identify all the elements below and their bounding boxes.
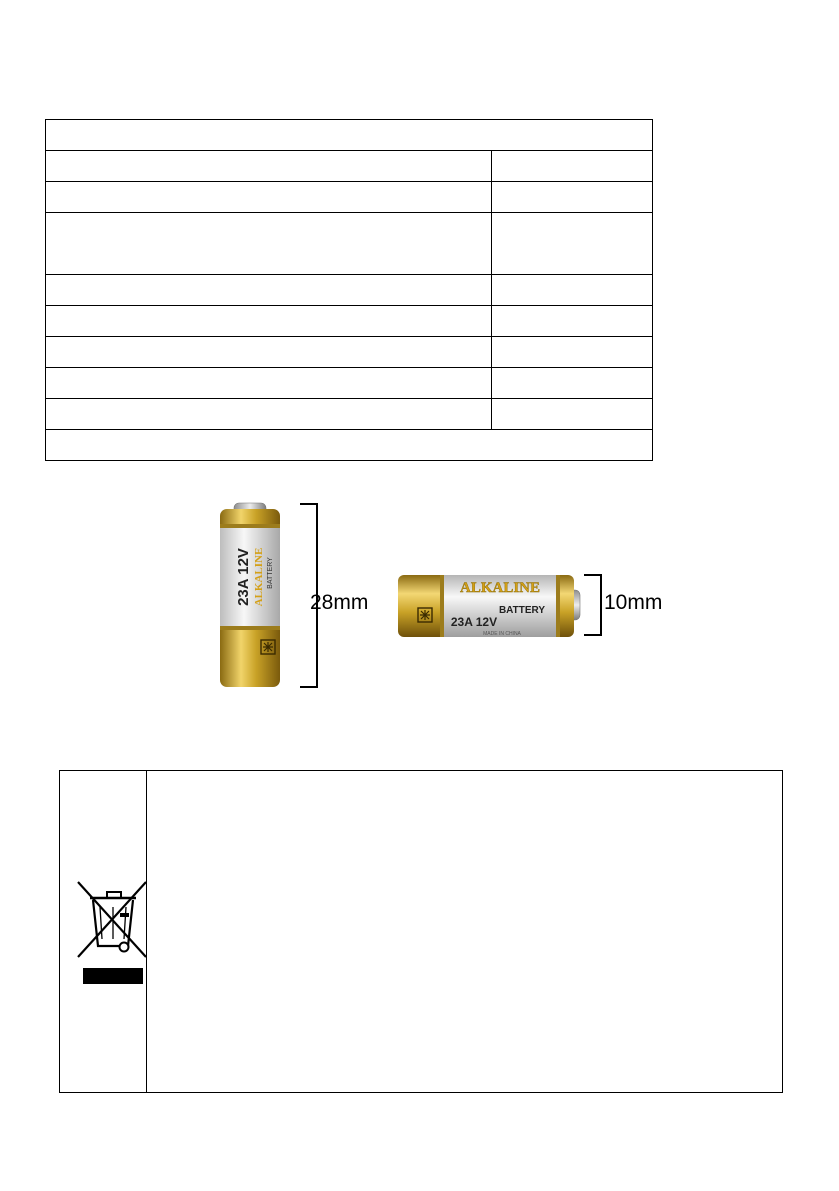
table-row bbox=[46, 368, 653, 399]
vertical-brand-text: ALKALINE bbox=[253, 547, 265, 607]
table-row bbox=[46, 337, 653, 368]
height-dimension-label: 28mm bbox=[310, 591, 369, 614]
table-cell bbox=[492, 275, 653, 306]
table-row bbox=[46, 182, 653, 213]
table-footer-cell bbox=[46, 430, 653, 461]
table-row bbox=[46, 213, 653, 275]
horizontal-brand-text: ALKALINE bbox=[459, 580, 541, 596]
battery-vertical-image bbox=[218, 500, 284, 690]
table-cell bbox=[492, 182, 653, 213]
table-cell bbox=[46, 368, 492, 399]
diameter-dimension-line bbox=[600, 574, 602, 635]
table-cell bbox=[46, 306, 492, 337]
vertical-type-text: BATTERY bbox=[267, 557, 274, 589]
height-dimension-tick-top bbox=[300, 503, 318, 505]
horizontal-origin-text: MADE IN CHINA bbox=[483, 631, 521, 637]
table-cell bbox=[492, 368, 653, 399]
table-cell bbox=[492, 337, 653, 368]
disposal-icon-column bbox=[60, 771, 147, 1092]
diameter-dimension-tick-bottom bbox=[584, 634, 602, 636]
table-cell bbox=[492, 213, 653, 275]
table-cell bbox=[46, 213, 492, 275]
crossed-out-wheelie-bin-icon bbox=[76, 879, 150, 989]
table-cell bbox=[492, 306, 653, 337]
table-row bbox=[46, 399, 653, 430]
table-row bbox=[46, 275, 653, 306]
table-header-row bbox=[46, 120, 653, 151]
table-cell bbox=[492, 151, 653, 182]
table-cell bbox=[46, 399, 492, 430]
table-cell bbox=[46, 182, 492, 213]
vertical-model-text: 23A 12V bbox=[235, 548, 252, 606]
disposal-info-box bbox=[59, 770, 783, 1093]
table-footer-row bbox=[46, 430, 653, 461]
diameter-dimension-tick-top bbox=[584, 574, 602, 576]
table-cell bbox=[46, 151, 492, 182]
diameter-dimension-label: 10mm bbox=[604, 591, 663, 614]
table-cell bbox=[46, 337, 492, 368]
height-dimension-tick-bottom bbox=[300, 686, 318, 688]
specification-table bbox=[45, 119, 653, 461]
table-row bbox=[46, 306, 653, 337]
horizontal-model-text: 23A 12V bbox=[450, 615, 498, 629]
battery-horizontal-image bbox=[396, 572, 584, 640]
table-row bbox=[46, 151, 653, 182]
horizontal-type-text: BATTERY bbox=[498, 605, 546, 616]
table-cell bbox=[46, 275, 492, 306]
table-cell bbox=[492, 399, 653, 430]
table-header-cell bbox=[46, 120, 653, 151]
